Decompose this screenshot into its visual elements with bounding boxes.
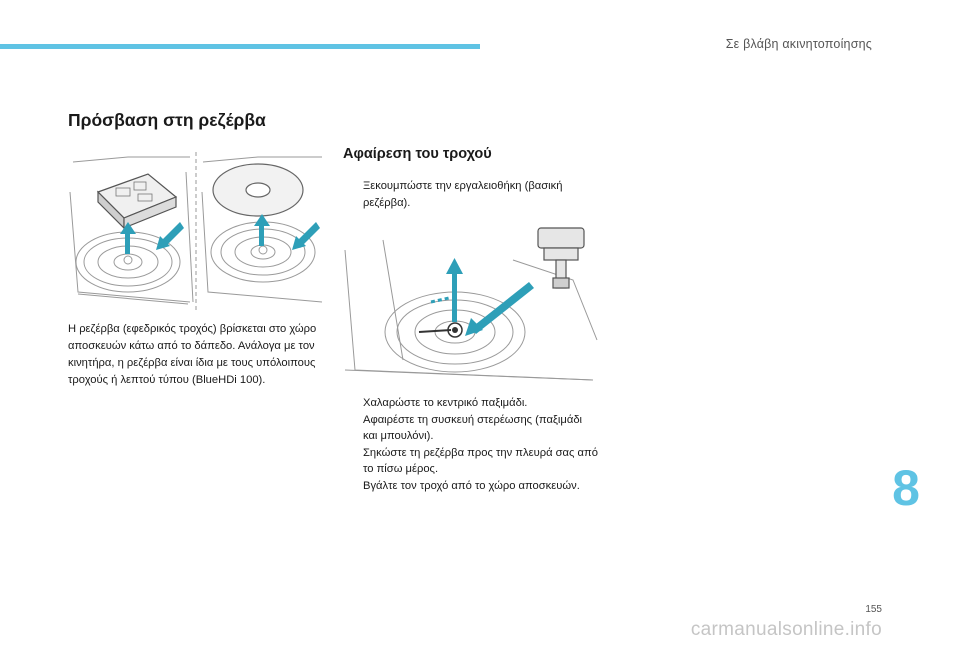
step-text: Χαλαρώστε το κεντρικό παξιμάδι.: [363, 397, 528, 409]
intro-paragraph: Η ρεζέρβα (εφεδρικός τροχός) βρίσκεται στο χώρο αποσκευών κάτω από το δάπεδο. Ανάλογα με τον κινητήρα, η ρεζέρβα είναι ίδια με τους υπόλοιπους τροχούς ή λεπτού τύπου (BlueHDi 100).: [68, 323, 317, 386]
page-title: Πρόσβαση στη ρεζέρβα: [68, 110, 266, 130]
chapter-number: 8: [892, 460, 920, 516]
list-item: [343, 178, 598, 211]
section-heading-removal: Αφαίρεση του τροχού: [343, 146, 492, 162]
top-accent-bar: [0, 44, 480, 49]
step-text: Ξεκουμπώστε την εργαλειοθήκη (βασική ρεζέρβα).: [363, 180, 563, 209]
chapter-tab: [879, 459, 933, 517]
removal-steps-list: [343, 395, 598, 495]
list-item: [343, 478, 598, 495]
list-item: [343, 412, 598, 445]
step-text: Σηκώστε τη ρεζέρβα προς την πλευρά σας από το πίσω μέρος.: [363, 446, 598, 476]
section-header: Σε βλάβη ακινητοποίησης: [725, 37, 872, 51]
page-number: 155: [865, 604, 882, 615]
step-text: Αφαιρέστε τη συσκευή στερέωσης (παξιμάδι και μπουλόνι).: [363, 413, 583, 443]
list-item: [343, 395, 598, 412]
list-item: [343, 445, 598, 478]
watermark: carmanualsonline.info: [690, 619, 882, 640]
spare-wheel-illustration: [68, 152, 324, 312]
step-text: Βγάλτε τον τροχό από το χώρο αποσκευών.: [363, 479, 580, 492]
first-steps-list: [343, 178, 598, 211]
wheel-removal-illustration: [343, 220, 599, 388]
